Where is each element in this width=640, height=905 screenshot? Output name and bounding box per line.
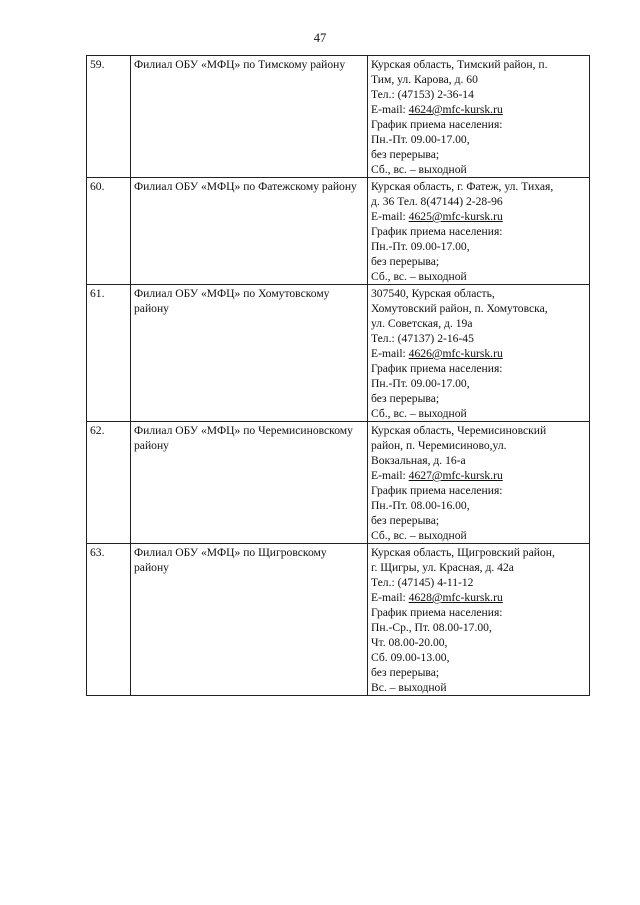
branch-name: Филиал ОБУ «МФЦ» по Щигровскому району <box>131 544 368 696</box>
schedule-line: Сб., вс. – выходной <box>371 270 467 283</box>
phone-line: Тел.: (47153) 2-36-14 <box>371 88 474 101</box>
schedule-line: Сб. 09.00-13.00, <box>371 651 450 664</box>
schedule-line: Пн.-Пт. 09.00-17.00, <box>371 133 470 146</box>
branch-contacts <box>368 422 590 544</box>
schedule-line: Пн.-Пт. 09.00-17.00, <box>371 240 470 253</box>
row-number: 63. <box>87 544 131 696</box>
address-line: Вокзальная, д. 16-а <box>371 454 466 467</box>
email-link[interactable]: 4626@mfc-kursk.ru <box>408 347 503 360</box>
table-row <box>87 544 590 696</box>
schedule-line: Чт. 08.00-20.00, <box>371 636 448 649</box>
branch-contacts <box>368 56 590 178</box>
branch-name: Филиал ОБУ «МФЦ» по Хомутовскому району <box>131 285 368 422</box>
row-number: 62. <box>87 422 131 544</box>
schedule-line: График приема населения: <box>371 118 503 131</box>
email-label: E-mail: <box>371 347 409 360</box>
schedule-line: без перерыва; <box>371 392 440 405</box>
address-line: Курская область, Тимский район, п. <box>371 58 548 71</box>
email-label: E-mail: <box>371 469 409 482</box>
schedule-line: Сб., вс. – выходной <box>371 407 467 420</box>
email-line <box>371 102 586 117</box>
address-line: район, п. Черемисиново,ул. <box>371 439 507 452</box>
schedule-line: Сб., вс. – выходной <box>371 529 467 542</box>
schedule-line: Пн.-Ср., Пт. 08.00-17.00, <box>371 621 492 634</box>
branch-name: Филиал ОБУ «МФЦ» по Тимскому району <box>131 56 368 178</box>
email-link[interactable]: 4624@mfc-kursk.ru <box>408 103 503 116</box>
schedule-line: Вс. – выходной <box>371 681 447 694</box>
mfc-branches-table <box>86 55 590 696</box>
schedule-line: Сб., вс. – выходной <box>371 163 467 176</box>
address-line: Курская область, Щигровский район, <box>371 546 555 559</box>
schedule-line: Пн.-Пт. 09.00-17.00, <box>371 377 470 390</box>
table-row <box>87 422 590 544</box>
schedule-line: График приема населения: <box>371 606 503 619</box>
email-line <box>371 468 586 483</box>
schedule-line: без перерыва; <box>371 666 440 679</box>
address-line: Курская область, Черемисиновский <box>371 424 547 437</box>
table-row <box>87 56 590 178</box>
table-row <box>87 285 590 422</box>
schedule-line: Пн.-Пт. 08.00-16.00, <box>371 499 470 512</box>
schedule-line: График приема населения: <box>371 225 503 238</box>
schedule-line: График приема населения: <box>371 484 503 497</box>
row-number: 61. <box>87 285 131 422</box>
address-line: Хомутовский район, п. Хомутовска, <box>371 302 548 315</box>
branch-contacts <box>368 178 590 285</box>
branch-name: Филиал ОБУ «МФЦ» по Фатежскому району <box>131 178 368 285</box>
address-line: Курская область, г. Фатеж, ул. Тихая, <box>371 180 554 193</box>
page-number: 47 <box>313 31 327 45</box>
branch-contacts <box>368 285 590 422</box>
schedule-line: без перерыва; <box>371 514 440 527</box>
phone-line: д. 36 Тел. 8(47144) 2-28-96 <box>371 195 503 208</box>
branch-contacts <box>368 544 590 696</box>
table-body <box>87 56 590 696</box>
table-row <box>87 178 590 285</box>
phone-line: Тел.: (47145) 4-11-12 <box>371 576 474 589</box>
address-line: г. Щигры, ул. Красная, д. 42а <box>371 561 514 574</box>
email-label: E-mail: <box>371 591 409 604</box>
email-line <box>371 590 586 605</box>
schedule-line: без перерыва; <box>371 255 440 268</box>
email-link[interactable]: 4628@mfc-kursk.ru <box>408 591 503 604</box>
schedule-line: без перерыва; <box>371 148 440 161</box>
email-link[interactable]: 4625@mfc-kursk.ru <box>408 210 503 223</box>
address-line: 307540, Курская область, <box>371 287 495 300</box>
row-number: 60. <box>87 178 131 285</box>
row-number: 59. <box>87 56 131 178</box>
phone-line: Тел.: (47137) 2-16-45 <box>371 332 474 345</box>
email-line <box>371 209 586 224</box>
address-line: ул. Советская, д. 19а <box>371 317 473 330</box>
branch-name: Филиал ОБУ «МФЦ» по Черемисиновскому району <box>131 422 368 544</box>
email-label: E-mail: <box>371 103 409 116</box>
email-label: E-mail: <box>371 210 409 223</box>
schedule-line: График приема населения: <box>371 362 503 375</box>
address-line: Тим, ул. Карова, д. 60 <box>371 73 478 86</box>
email-line <box>371 346 586 361</box>
email-link[interactable]: 4627@mfc-kursk.ru <box>408 469 503 482</box>
